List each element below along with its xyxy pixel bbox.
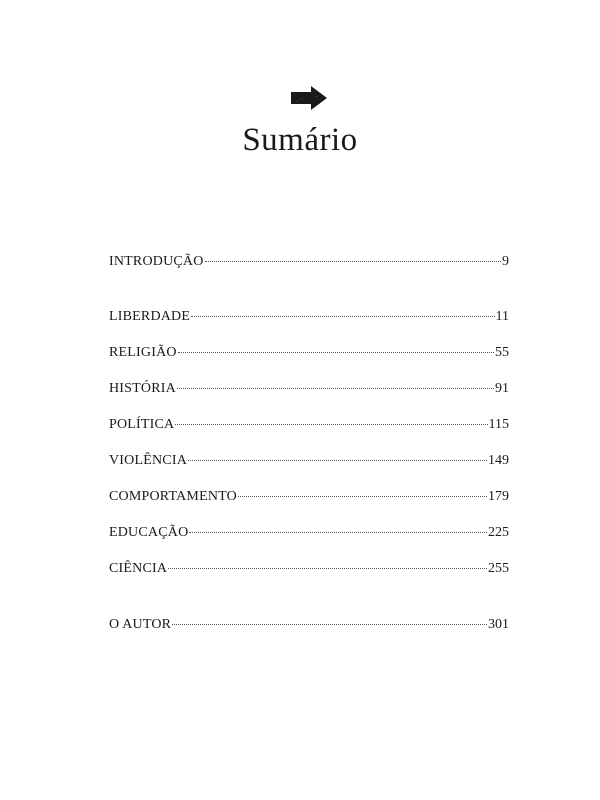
dot-leader	[175, 424, 487, 425]
toc-entry-page: 55	[495, 345, 509, 360]
toc-entry-label: LIBERDADE	[109, 309, 191, 324]
toc-entry-violencia[interactable]	[109, 451, 509, 471]
toc-entry-educacao[interactable]	[109, 523, 509, 543]
toc-entry-ciencia[interactable]	[109, 559, 509, 579]
toc-entry-religiao[interactable]	[109, 343, 509, 363]
toc-entry-page: 225	[488, 525, 509, 540]
toc-entry-politica[interactable]	[109, 415, 509, 435]
right-arrow-icon	[289, 84, 329, 112]
dot-leader	[188, 460, 487, 461]
toc-entry-label: HISTÓRIA	[109, 381, 176, 396]
toc-entry-page: 9	[502, 254, 509, 269]
toc-entry-o-autor[interactable]	[109, 615, 509, 635]
toc-entry-introducao[interactable]	[109, 252, 509, 272]
toc-entry-label: COMPORTAMENTO	[109, 489, 237, 504]
dot-leader	[168, 568, 487, 569]
dot-leader	[205, 261, 501, 262]
dot-leader	[238, 496, 487, 497]
toc-entry-page: 149	[488, 453, 509, 468]
toc-entry-label: O AUTOR	[109, 617, 172, 632]
dot-leader	[189, 532, 487, 533]
page-title: Sumário	[242, 122, 358, 158]
toc-entry-page: 179	[488, 489, 509, 504]
toc-entry-label: EDUCAÇÃO	[109, 525, 189, 540]
dot-leader	[178, 352, 494, 353]
dot-leader	[177, 388, 494, 389]
toc-entry-label: RELIGIÃO	[109, 345, 177, 360]
toc-entry-label: POLÍTICA	[109, 417, 175, 432]
toc-entry-page: 115	[488, 417, 509, 432]
toc-entry-page: 301	[488, 617, 509, 632]
toc-entry-historia[interactable]	[109, 379, 509, 399]
dot-leader	[172, 624, 487, 625]
toc-entry-page: 11	[495, 309, 509, 324]
toc-entry-label: CIÊNCIA	[109, 561, 168, 576]
dot-leader	[191, 316, 494, 317]
toc-entry-page: 255	[488, 561, 509, 576]
toc-entry-label: INTRODUÇÃO	[109, 254, 204, 269]
toc-entry-label: VIOLÊNCIA	[109, 453, 188, 468]
toc-entry-liberdade[interactable]	[109, 307, 509, 327]
toc-entry-comportamento[interactable]	[109, 487, 509, 507]
toc-entry-page: 91	[495, 381, 509, 396]
